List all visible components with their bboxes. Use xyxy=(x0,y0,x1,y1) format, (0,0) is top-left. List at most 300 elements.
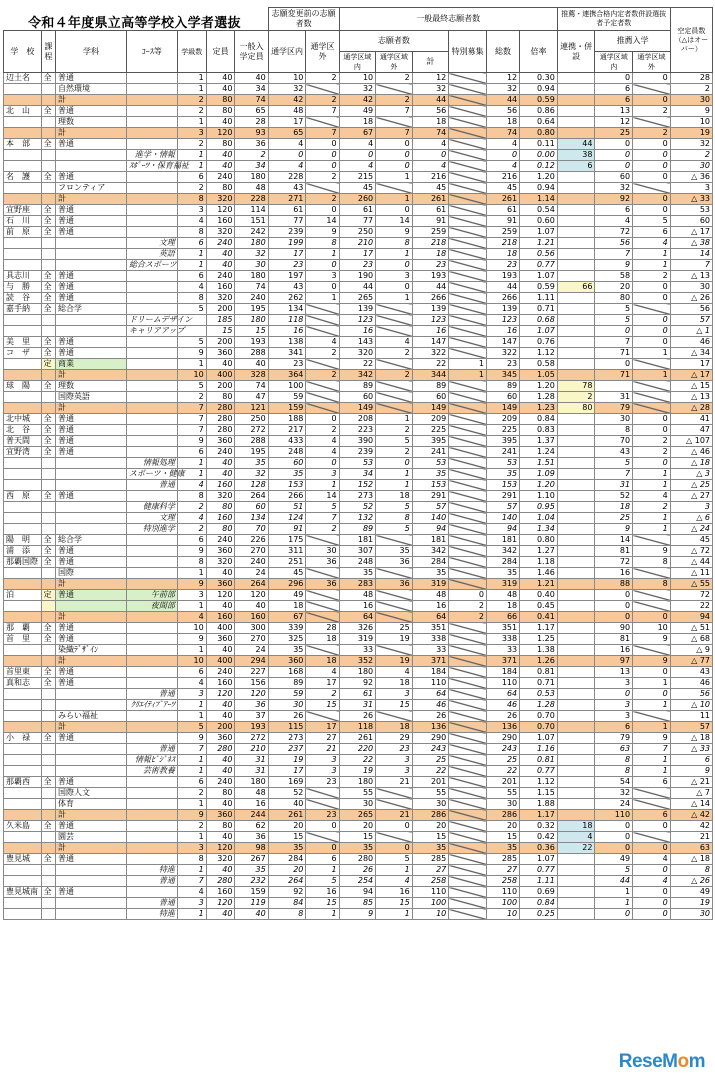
table-row xyxy=(4,469,713,480)
rec-in-cell: 8 xyxy=(595,766,633,777)
special-cell xyxy=(449,524,487,535)
pre-out-cell xyxy=(306,832,339,843)
school-cell xyxy=(4,645,42,656)
pre-out-cell: 1 xyxy=(306,480,339,491)
pre-out-cell: 0 xyxy=(306,282,339,293)
pre-out-cell: 2 xyxy=(306,425,339,436)
final-out-cell: 14 xyxy=(376,216,413,227)
ratio-cell: 1.24 xyxy=(520,447,558,458)
school-cell xyxy=(4,722,42,733)
total-cell: 261 xyxy=(486,194,519,205)
final-in-cell: 118 xyxy=(339,722,376,733)
vacancy-cell: △ 107 xyxy=(670,436,712,447)
dept-cell: 体育 xyxy=(56,799,127,810)
classes-cell: 8 xyxy=(177,557,206,568)
pre-in-cell: 169 xyxy=(268,777,306,788)
final-out-cell: 3 xyxy=(376,271,413,282)
rec-in-cell: 72 xyxy=(595,557,633,568)
table-row xyxy=(4,733,713,744)
rec-link-cell xyxy=(557,216,595,227)
final-out-cell: 5 xyxy=(376,436,413,447)
general-capacity-cell: 160 xyxy=(235,612,268,623)
special-cell: 1 xyxy=(449,359,487,370)
final-out-cell: 1 xyxy=(376,865,413,876)
vacancy-cell: △ 9 xyxy=(670,645,712,656)
ratio-cell: 1.34 xyxy=(520,524,558,535)
header-final-applicants: 志願者数 xyxy=(339,31,449,52)
pre-out-cell: 0 xyxy=(306,161,339,172)
header-total: 総数 xyxy=(486,31,519,73)
final-out-cell: 5 xyxy=(376,502,413,513)
pre-out-cell: 2 xyxy=(306,370,339,381)
capacity-cell: 40 xyxy=(206,260,235,271)
vacancy-cell: 14 xyxy=(670,249,712,260)
final-total-cell: 319 xyxy=(412,579,449,590)
rec-in-cell: 110 xyxy=(595,810,633,821)
final-in-cell: 180 xyxy=(339,667,376,678)
ratio-cell: 1.18 xyxy=(520,557,558,568)
final-in-cell: 10 xyxy=(339,73,376,84)
final-in-cell: 132 xyxy=(339,513,376,524)
dept-cell: 計 xyxy=(56,95,127,106)
general-capacity-cell: 47 xyxy=(235,392,268,403)
final-out-cell: 0 xyxy=(376,282,413,293)
pre-out-cell: 2 xyxy=(306,194,339,205)
school-cell xyxy=(4,513,42,524)
final-out-cell: 3 xyxy=(376,766,413,777)
vacancy-cell: 43 xyxy=(670,667,712,678)
rec-link-cell xyxy=(557,579,595,590)
ratio-cell: 0.59 xyxy=(520,95,558,106)
pre-in-cell: 100 xyxy=(268,381,306,392)
course-cell: 夜間部 xyxy=(126,601,177,612)
rec-link-cell xyxy=(557,909,595,920)
pre-in-cell: 42 xyxy=(268,95,306,106)
final-out-cell: 18 xyxy=(376,722,413,733)
course-type-cell: 全 xyxy=(41,172,55,183)
dept-cell: 普通 xyxy=(56,73,127,84)
final-in-cell: 326 xyxy=(339,623,376,634)
course-type-cell xyxy=(41,909,55,920)
pre-out-cell: 7 xyxy=(306,128,339,139)
ratio-cell: 1.26 xyxy=(520,656,558,667)
capacity-cell: 320 xyxy=(206,194,235,205)
pre-in-cell: 32 xyxy=(268,84,306,95)
general-capacity-cell: 30 xyxy=(235,260,268,271)
vacancy-cell: △ 13 xyxy=(670,392,712,403)
total-cell: 66 xyxy=(486,612,519,623)
ratio-cell: 0.71 xyxy=(520,304,558,315)
ratio-cell: 0.58 xyxy=(520,359,558,370)
final-total-cell: 285 xyxy=(412,854,449,865)
final-out-cell: 8 xyxy=(376,238,413,249)
pre-out-cell: 3 xyxy=(306,766,339,777)
course-type-cell xyxy=(41,370,55,381)
rec-link-cell xyxy=(557,788,595,799)
pre-out-cell xyxy=(306,601,339,612)
capacity-cell: 40 xyxy=(206,832,235,843)
table-row xyxy=(4,315,713,326)
pre-out-cell: 4 xyxy=(306,337,339,348)
rec-link-cell: 38 xyxy=(557,150,595,161)
final-in-cell: 223 xyxy=(339,425,376,436)
final-in-cell: 220 xyxy=(339,744,376,755)
classes-cell: 1 xyxy=(177,568,206,579)
classes-cell: 9 xyxy=(177,348,206,359)
rec-link-cell xyxy=(557,271,595,282)
dept-cell xyxy=(56,469,127,480)
special-cell xyxy=(449,95,487,106)
total-cell: 46 xyxy=(486,700,519,711)
general-capacity-cell: 24 xyxy=(235,568,268,579)
final-in-cell: 61 xyxy=(339,689,376,700)
pre-in-cell: 134 xyxy=(268,304,306,315)
total-cell: 30 xyxy=(486,799,519,810)
vacancy-cell: 30 xyxy=(670,909,712,920)
ratio-cell: 0.94 xyxy=(520,84,558,95)
rec-in-cell: 54 xyxy=(595,777,633,788)
special-cell xyxy=(449,337,487,348)
final-total-cell: 342 xyxy=(412,546,449,557)
special-cell xyxy=(449,491,487,502)
special-cell xyxy=(449,271,487,282)
header-rec-group: 推薦・連携合格内定者数併設選抜者予定者数 xyxy=(557,8,670,31)
final-out-cell: 0 xyxy=(376,458,413,469)
final-in-cell: 77 xyxy=(339,216,376,227)
ratio-cell: 0.60 xyxy=(520,216,558,227)
final-in-cell: 319 xyxy=(339,634,376,645)
dept-cell: 普通 xyxy=(56,227,127,238)
special-cell xyxy=(449,128,487,139)
school-cell: 与 勝 xyxy=(4,282,42,293)
final-in-cell: 248 xyxy=(339,557,376,568)
special-cell: 2 xyxy=(449,601,487,612)
capacity-cell: 400 xyxy=(206,370,235,381)
final-out-cell: 18 xyxy=(376,678,413,689)
capacity-cell: 240 xyxy=(206,777,235,788)
rec-out-cell: 0 xyxy=(633,315,671,326)
capacity-cell: 320 xyxy=(206,854,235,865)
classes-cell: 4 xyxy=(177,216,206,227)
table-row xyxy=(4,568,713,579)
school-cell: 宜野湾 xyxy=(4,447,42,458)
general-capacity-cell: 228 xyxy=(235,194,268,205)
rec-out-cell xyxy=(633,832,671,843)
rec-out-cell: 0 xyxy=(633,865,671,876)
dept-cell xyxy=(56,315,127,326)
capacity-cell: 40 xyxy=(206,469,235,480)
special-cell xyxy=(449,744,487,755)
school-cell xyxy=(4,392,42,403)
special-cell xyxy=(449,139,487,150)
special-cell xyxy=(449,447,487,458)
rec-link-cell xyxy=(557,799,595,810)
pre-in-cell: 48 xyxy=(268,106,306,117)
rec-in-cell: 5 xyxy=(595,865,633,876)
total-cell: 4 xyxy=(486,139,519,150)
general-capacity-cell: 128 xyxy=(235,480,268,491)
table-row xyxy=(4,634,713,645)
vacancy-cell: 94 xyxy=(670,612,712,623)
pre-in-cell: 311 xyxy=(268,546,306,557)
capacity-cell: 40 xyxy=(206,755,235,766)
course-type-cell: 全 xyxy=(41,777,55,788)
pre-in-cell: 43 xyxy=(268,282,306,293)
final-in-cell: 352 xyxy=(339,656,376,667)
rec-out-cell xyxy=(633,117,671,128)
course-cell xyxy=(126,414,177,425)
table-row xyxy=(4,117,713,128)
special-cell xyxy=(449,623,487,634)
total-cell: 149 xyxy=(486,403,519,414)
vacancy-cell: 8 xyxy=(670,865,712,876)
final-total-cell: 60 xyxy=(412,392,449,403)
course-cell xyxy=(126,535,177,546)
total-cell: 33 xyxy=(486,645,519,656)
classes-cell: 10 xyxy=(177,656,206,667)
final-out-cell: 1 xyxy=(376,469,413,480)
ratio-cell: 0.84 xyxy=(520,414,558,425)
course-cell: 総合スポーツ xyxy=(126,260,177,271)
capacity-cell: 40 xyxy=(206,766,235,777)
rec-in-cell: 25 xyxy=(595,128,633,139)
classes-cell: 6 xyxy=(177,238,206,249)
pre-in-cell: 17 xyxy=(268,249,306,260)
general-capacity-cell: 267 xyxy=(235,854,268,865)
special-cell xyxy=(449,304,487,315)
school-cell xyxy=(4,898,42,909)
dept-cell xyxy=(56,260,127,271)
final-total-cell: 22 xyxy=(412,359,449,370)
rec-in-cell: 18 xyxy=(595,502,633,513)
capacity-cell: 40 xyxy=(206,711,235,722)
course-cell xyxy=(126,425,177,436)
classes-cell: 2 xyxy=(177,788,206,799)
final-out-cell xyxy=(376,183,413,194)
table-row xyxy=(4,876,713,887)
capacity-cell: 400 xyxy=(206,656,235,667)
course-type-cell xyxy=(41,249,55,260)
course-type-cell xyxy=(41,722,55,733)
final-in-cell: 4 xyxy=(339,161,376,172)
table-row xyxy=(4,293,713,304)
final-total-cell: 193 xyxy=(412,271,449,282)
course-cell: キャリアアップ xyxy=(126,326,177,337)
total-cell: 35 xyxy=(486,843,519,854)
classes-cell: 7 xyxy=(177,425,206,436)
capacity-cell: 80 xyxy=(206,183,235,194)
dept-cell xyxy=(56,249,127,260)
special-cell xyxy=(449,678,487,689)
rec-in-cell: 5 xyxy=(595,304,633,315)
special-cell xyxy=(449,315,487,326)
final-out-cell: 4 xyxy=(376,337,413,348)
special-cell xyxy=(449,161,487,172)
dept-cell: 商業 xyxy=(56,359,127,370)
pre-out-cell xyxy=(306,590,339,601)
pre-in-cell: 77 xyxy=(268,216,306,227)
vacancy-cell: △ 36 xyxy=(670,172,712,183)
capacity-cell: 15 xyxy=(206,326,235,337)
dept-cell: 普通 xyxy=(56,546,127,557)
school-cell: 名 護 xyxy=(4,172,42,183)
final-in-cell: 26 xyxy=(339,865,376,876)
final-out-cell: 1 xyxy=(376,414,413,425)
total-cell: 259 xyxy=(486,227,519,238)
vacancy-cell: 30 xyxy=(670,282,712,293)
capacity-cell: 360 xyxy=(206,579,235,590)
pre-out-cell: 8 xyxy=(306,238,339,249)
total-cell: 110 xyxy=(486,887,519,898)
general-capacity-cell: 60 xyxy=(235,502,268,513)
course-cell: 英語 xyxy=(126,249,177,260)
rec-out-cell: 4 xyxy=(633,491,671,502)
course-cell xyxy=(126,777,177,788)
school-cell: 美 里 xyxy=(4,337,42,348)
ratio-cell: 0.45 xyxy=(520,601,558,612)
pre-out-cell: 2 xyxy=(306,95,339,106)
rec-link-cell xyxy=(557,634,595,645)
ratio-cell: 0.59 xyxy=(520,282,558,293)
course-type-cell: 全 xyxy=(41,139,55,150)
table-row xyxy=(4,227,713,238)
dept-cell xyxy=(56,744,127,755)
course-cell xyxy=(126,194,177,205)
general-capacity-cell: 210 xyxy=(235,744,268,755)
pre-in-cell: 273 xyxy=(268,733,306,744)
school-cell xyxy=(4,711,42,722)
school-cell xyxy=(4,612,42,623)
pre-in-cell: 52 xyxy=(268,788,306,799)
final-in-cell: 390 xyxy=(339,436,376,447)
pre-in-cell: 251 xyxy=(268,557,306,568)
total-cell: 243 xyxy=(486,744,519,755)
final-out-cell: 2 xyxy=(376,425,413,436)
pre-out-cell xyxy=(306,381,339,392)
general-capacity-cell: 74 xyxy=(235,381,268,392)
table-row xyxy=(4,601,713,612)
rec-link-cell xyxy=(557,359,595,370)
rec-in-cell: 80 xyxy=(595,293,633,304)
school-cell: 普天間 xyxy=(4,436,42,447)
rec-out-cell: 0 xyxy=(633,414,671,425)
pre-out-cell: 3 xyxy=(306,271,339,282)
classes-cell: 1 xyxy=(177,161,206,172)
vacancy-cell: 46 xyxy=(670,678,712,689)
school-cell xyxy=(4,117,42,128)
course-cell xyxy=(126,733,177,744)
school-cell xyxy=(4,502,42,513)
final-out-cell: 23 xyxy=(376,744,413,755)
final-total-cell: 91 xyxy=(412,216,449,227)
course-type-cell xyxy=(41,799,55,810)
course-cell xyxy=(126,678,177,689)
capacity-cell: 200 xyxy=(206,381,235,392)
vacancy-cell: 2 xyxy=(670,150,712,161)
general-capacity-cell: 93 xyxy=(235,128,268,139)
course-cell xyxy=(126,799,177,810)
table-row xyxy=(4,898,713,909)
classes-cell: 3 xyxy=(177,128,206,139)
course-cell xyxy=(126,128,177,139)
ratio-cell: 0.69 xyxy=(520,887,558,898)
course-cell: 普通 xyxy=(126,898,177,909)
capacity-cell: 160 xyxy=(206,282,235,293)
pre-out-cell: 27 xyxy=(306,733,339,744)
special-cell xyxy=(449,788,487,799)
course-cell xyxy=(126,304,177,315)
table-row xyxy=(4,524,713,535)
rec-in-cell: 0 xyxy=(595,843,633,854)
total-cell: 57 xyxy=(486,502,519,513)
capacity-cell: 80 xyxy=(206,502,235,513)
course-type-cell xyxy=(41,656,55,667)
classes-cell: 1 xyxy=(177,711,206,722)
vacancy-cell: 46 xyxy=(670,337,712,348)
rec-link-cell xyxy=(557,755,595,766)
school-cell xyxy=(4,865,42,876)
rec-out-cell xyxy=(633,183,671,194)
rec-in-cell: 6 xyxy=(595,205,633,216)
final-in-cell: 19 xyxy=(339,766,376,777)
classes-cell: 6 xyxy=(177,271,206,282)
course-type-cell xyxy=(41,403,55,414)
special-cell xyxy=(449,821,487,832)
rec-out-cell: 2 xyxy=(633,106,671,117)
pre-out-cell: 18 xyxy=(306,634,339,645)
vacancy-cell: △ 7 xyxy=(670,788,712,799)
rec-link-cell xyxy=(557,260,595,271)
total-cell: 351 xyxy=(486,623,519,634)
classes-cell: 1 xyxy=(177,458,206,469)
final-in-cell: 283 xyxy=(339,579,376,590)
rec-in-cell: 52 xyxy=(595,491,633,502)
vacancy-cell: 63 xyxy=(670,843,712,854)
total-cell: 181 xyxy=(486,535,519,546)
ratio-cell: 1.07 xyxy=(520,854,558,865)
dept-cell xyxy=(56,326,127,337)
total-cell: 184 xyxy=(486,667,519,678)
rec-out-cell: 2 xyxy=(633,502,671,513)
total-cell: 45 xyxy=(486,183,519,194)
final-out-cell: 2 xyxy=(376,95,413,106)
pre-in-cell: 61 xyxy=(268,205,306,216)
rec-link-cell xyxy=(557,689,595,700)
header-final: 一般最終志願者数 xyxy=(339,8,557,31)
course-cell: ｽﾎﾟｰﾂ・保育福祉 xyxy=(126,161,177,172)
rec-out-cell: 1 xyxy=(633,469,671,480)
pre-in-cell: 84 xyxy=(268,898,306,909)
vacancy-cell: △ 26 xyxy=(670,293,712,304)
capacity-cell: 360 xyxy=(206,546,235,557)
final-total-cell: 27 xyxy=(412,865,449,876)
vacancy-cell: 2 xyxy=(670,84,712,95)
course-type-cell: 全 xyxy=(41,634,55,645)
pre-in-cell: 60 xyxy=(268,458,306,469)
classes-cell: 2 xyxy=(177,139,206,150)
dept-cell xyxy=(56,700,127,711)
capacity-cell: 200 xyxy=(206,722,235,733)
classes-cell: 9 xyxy=(177,634,206,645)
ratio-cell: 1.17 xyxy=(520,810,558,821)
table-row xyxy=(4,282,713,293)
vacancy-cell: △ 46 xyxy=(670,447,712,458)
vacancy-cell: 9 xyxy=(670,106,712,117)
course-type-cell xyxy=(41,502,55,513)
final-out-cell xyxy=(376,645,413,656)
total-cell: 48 xyxy=(486,590,519,601)
vacancy-cell: △ 26 xyxy=(670,876,712,887)
